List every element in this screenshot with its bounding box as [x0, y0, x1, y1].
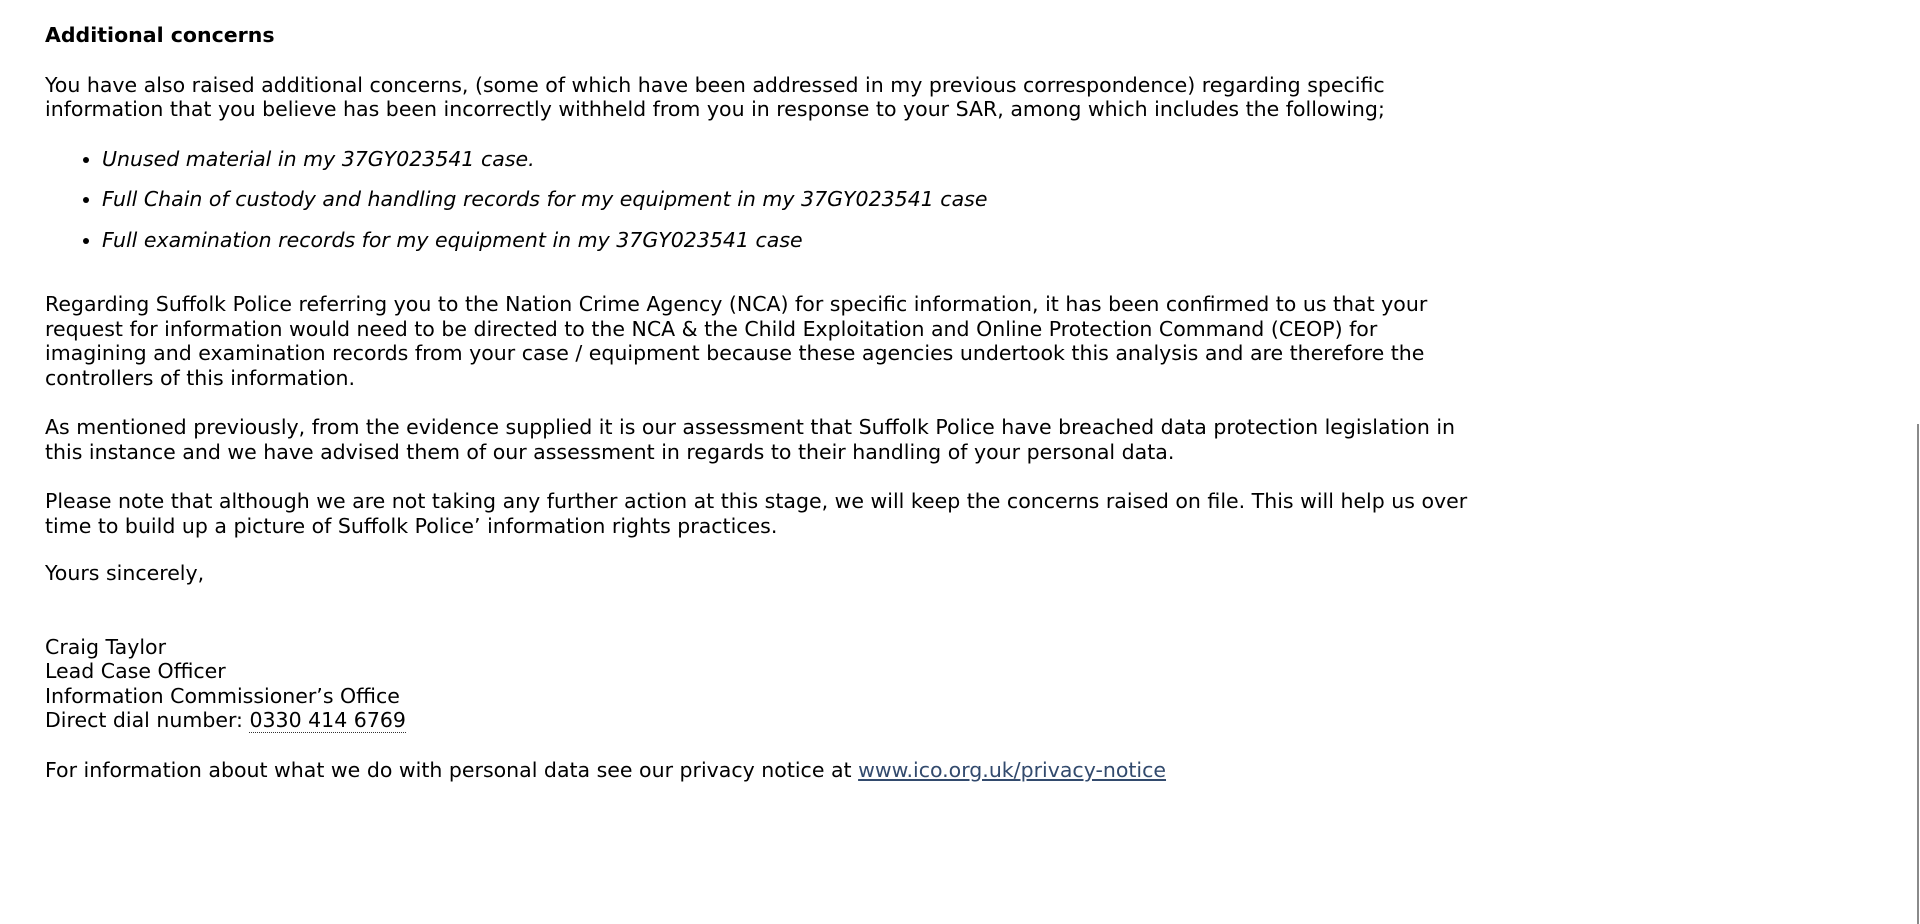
note-paragraph: Please note that although we are not taking any further action at this stage, we will keep the concerns raised on file. This will help us over time to build up a picture of Suffolk Police’ information rights practices. — [45, 489, 1468, 538]
letter-body — [45, 23, 1475, 807]
phone-number-link[interactable]: 0330 414 6769 — [249, 708, 406, 732]
list-item: • Full Chain of custody and handling records for my equipment in my 37GY023541 case — [102, 187, 1475, 212]
section-heading: Additional concerns — [45, 23, 275, 47]
scrollbar-thumb[interactable] — [1917, 424, 1919, 924]
signatory-title: Lead Case Officer — [45, 659, 226, 683]
direct-dial-label: Direct dial number: — [45, 708, 250, 732]
direct-dial-line — [45, 708, 1475, 733]
nca-paragraph: Regarding Suffolk Police referring you to the Nation Crime Agency (NCA) for specific information, it has been confirmed to us that your request for information would need to be directed to the NCA & the Child Exploitation and Online Protection Command (CEOP) for imagining and examination records from your case / equipment because these agencies undertook this analysis and are therefore the controllers of this information. — [45, 292, 1428, 390]
privacy-text: For information about what we do with personal data see our privacy notice at — [45, 757, 859, 782]
signature-block — [45, 635, 1475, 733]
signatory-name: Craig Taylor — [45, 634, 167, 659]
closing-line: Yours sincerely, — [45, 561, 205, 585]
scrollbar[interactable] — [1914, 0, 1920, 924]
concerns-list — [45, 147, 1475, 253]
signatory-organisation: Information Commissioner’s Office — [45, 683, 400, 708]
privacy-paragraph — [45, 758, 1475, 783]
privacy-notice-link[interactable]: www.ico.org.uk/privacy-notice — [858, 757, 1167, 782]
list-item: • Full examination records for my equipment in my 37GY023541 case — [102, 228, 1475, 253]
list-item: • Unused material in my 37GY023541 case. — [102, 147, 1475, 172]
intro-paragraph: You have also raised additional concerns, (some of which have been addressed in my previous correspondence) regarding specific information that you believe has been incorrectly withheld from you in response to your SAR, among which includes the following; — [45, 72, 1385, 121]
breach-paragraph: As mentioned previously, from the evidence supplied it is our assessment that Suffolk Police have breached data protection legislation in this instance and we have advised them of our assessment in regards to their handling of your personal data. — [45, 415, 1456, 464]
